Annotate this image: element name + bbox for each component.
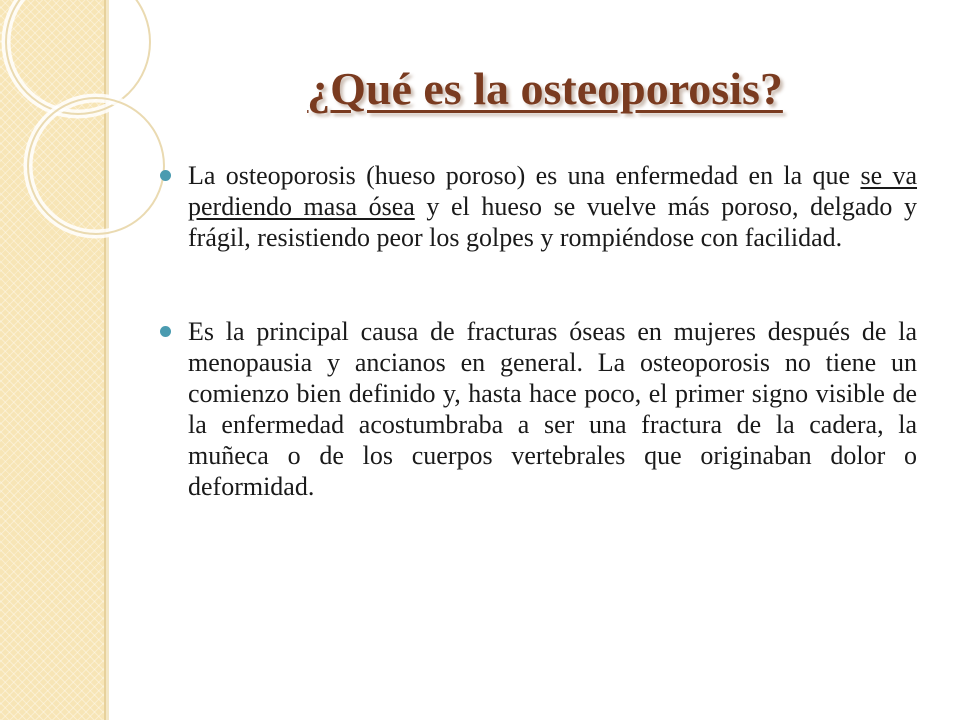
bullet-dot-icon	[160, 326, 171, 337]
bullet-dot-icon	[160, 170, 171, 181]
bullet-text: Es la principal causa de fracturas óseas en mujeres después de la menopausia y ancianos en general. La osteoporosis no tiene un comienzo bien definido y, hasta hace poco, el primer signo visible de la enfermedad acostumbraba a ser una fractura de la cadera, la muñeca o de los cuerpos vertebrales que originaban dolor o deformidad.	[188, 317, 917, 501]
bullet-item-causes	[160, 316, 917, 502]
bullet-text-part: La osteoporosis (hueso poroso) es una enfermedad en la que	[188, 161, 861, 190]
underlined-phrase: se va perdiendo masa ósea	[188, 161, 918, 221]
bullet-text-part: y el hueso se vuelve más poroso, delgado y frágil, resistiendo peor los golpes y rompiéndose con facilidad.	[188, 192, 917, 252]
slide-title: ¿Qué es la osteoporosis?	[307, 63, 783, 114]
bullet-item-definition	[160, 160, 917, 253]
slide-content	[160, 160, 917, 502]
